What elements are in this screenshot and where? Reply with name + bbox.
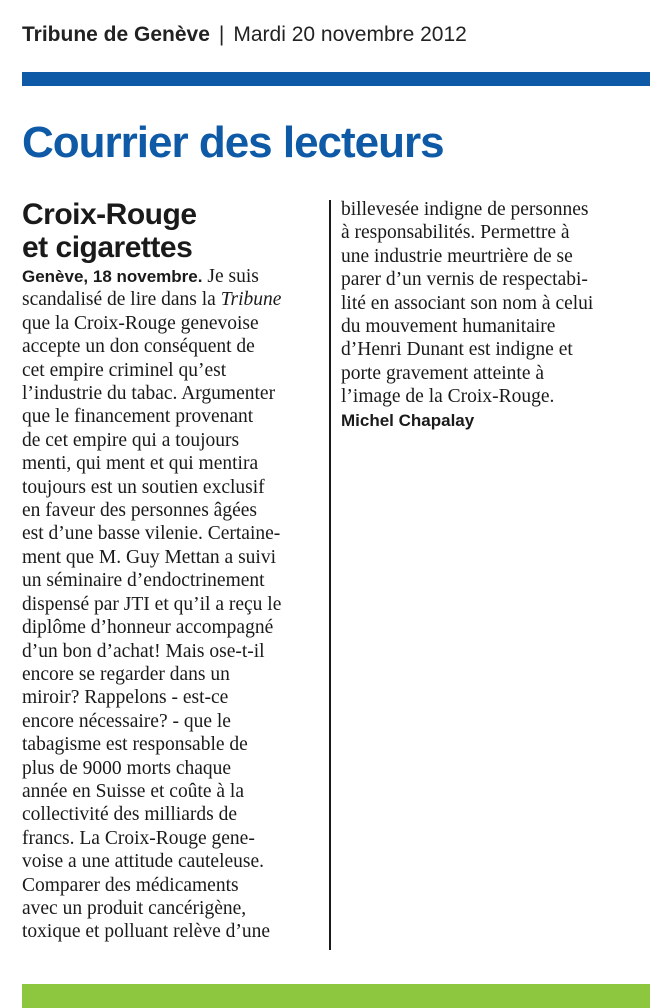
body-line: dispensé par JTI et qu’il a reçu le: [22, 593, 282, 615]
article-column-right: [341, 198, 641, 432]
column-divider: [329, 200, 331, 950]
body-line-second: [22, 288, 322, 311]
section-title: Courrier des lecteurs: [22, 118, 444, 167]
top-color-bar: [22, 72, 650, 86]
body-line: menti, qui ment et qui mentira: [22, 453, 259, 475]
header-separator: |: [218, 23, 225, 46]
body-line: avec un produit cancérigène,: [22, 897, 247, 919]
body-line: l’image de la Croix-Rouge.: [341, 386, 555, 408]
body-line: encore nécessaire? - que le: [22, 710, 231, 732]
body-line: de cet empire qui a toujours: [22, 429, 240, 451]
body-line: un séminaire d’endoctrinement: [22, 570, 265, 592]
body-line: encore se regarder dans un: [22, 663, 230, 685]
headline-line: et cigarettes: [22, 231, 193, 264]
bottom-color-bar: [22, 984, 650, 1008]
body-line: à responsabilités. Permettre à: [341, 222, 570, 244]
body-line: d’Henri Dunant est indigne et: [341, 339, 573, 361]
headline-line: Croix-Rouge: [22, 198, 197, 231]
body-line: année en Suisse et coûte à la: [22, 780, 244, 802]
body-line: est d’une basse vilenie. Certaine-: [22, 523, 281, 545]
dateline: Genève, 18 novembre.: [22, 267, 203, 286]
body-line: billevesée indigne de personnes: [341, 199, 589, 220]
body-line: une industrie meurtrière de se: [341, 245, 573, 267]
publication-date: Mardi 20 novembre 2012: [233, 23, 467, 46]
body-line: d’un bon d’achat! Mais ose-t-il: [22, 640, 265, 662]
body-line: que la Croix-Rouge genevoise: [22, 312, 259, 334]
publication-name: Tribune de Genève: [22, 23, 210, 46]
body-line: toujours est un soutien exclusif: [22, 476, 265, 498]
body-line: accepte un don conséquent de: [22, 336, 255, 358]
body-line: l’industrie du tabac. Argumenter: [22, 383, 276, 405]
body-line: du mouvement humanitaire: [341, 316, 556, 338]
body-line-first: [22, 265, 322, 288]
body-line: que le financement provenant: [22, 406, 254, 428]
page-header: [22, 22, 467, 48]
body-line: cet empire criminel qu’est: [22, 359, 227, 381]
body-line: ment que M. Guy Mettan a suivi: [22, 546, 277, 568]
newspaper-name-italic: Tribune: [220, 289, 282, 311]
article-column-left: [22, 198, 322, 944]
body-line: en faveur des personnes âgées: [22, 500, 257, 522]
body-line: Comparer des médicaments: [22, 874, 239, 896]
body-text-right: [341, 198, 641, 409]
body-line: miroir? Rappelons - est-ce: [22, 687, 229, 709]
body-line: toxique et polluant relève d’une: [22, 921, 270, 943]
body-text-fragment: scandalisé de lire dans la: [22, 289, 221, 311]
body-line: porte gravement atteinte à: [341, 362, 545, 384]
body-text-left: [22, 312, 322, 944]
body-line: parer d’un vernis de respectabi-: [341, 269, 588, 291]
body-line: voise a une attitude cauteleuse.: [22, 851, 265, 873]
body-text-fragment: Je suis: [202, 266, 259, 287]
body-line: tabagisme est responsable de: [22, 734, 248, 756]
author-signature: Michel Chapalay: [341, 410, 475, 430]
body-line: francs. La Croix-Rouge gene-: [22, 827, 255, 849]
body-line: lité en associant son nom à celui: [341, 292, 594, 314]
body-line: plus de 9000 morts chaque: [22, 757, 232, 779]
body-line: diplôme d’honneur accompagné: [22, 617, 274, 639]
body-line: collectivité des milliards de: [22, 804, 237, 826]
article-headline: [22, 198, 322, 264]
